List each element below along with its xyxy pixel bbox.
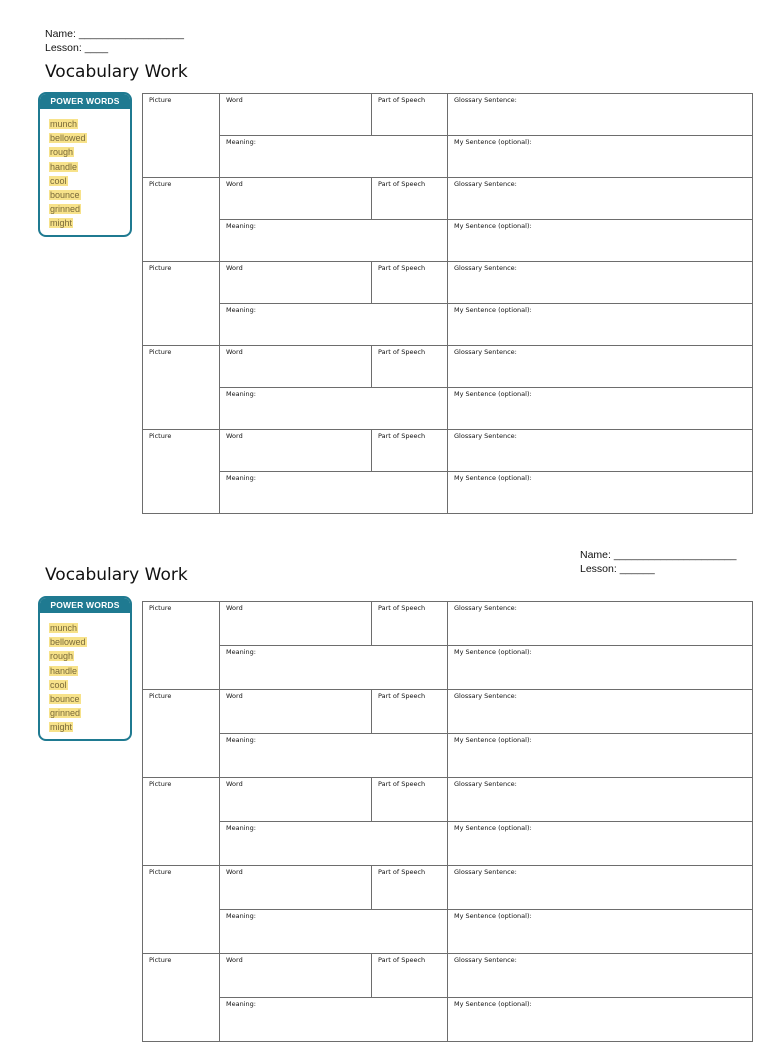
picture-cell[interactable]: Picture (143, 430, 220, 514)
vocab-entry-top-row (143, 178, 753, 220)
my-sentence-cell[interactable]: My Sentence (optional): (448, 220, 753, 262)
vocab-entry-top-row (143, 430, 753, 472)
vocab-entry-bottom-row (143, 998, 753, 1042)
meaning-cell[interactable]: Meaning: (220, 822, 448, 866)
meaning-cell[interactable]: Meaning: (220, 734, 448, 778)
meaning-cell[interactable]: Meaning: (220, 646, 448, 690)
word-cell[interactable]: Word (220, 778, 372, 822)
word-cell[interactable]: Word (220, 94, 372, 136)
picture-cell[interactable]: Picture (143, 346, 220, 430)
power-word: munch (50, 119, 78, 129)
power-words-heading: POWER WORDS (40, 94, 130, 109)
picture-cell[interactable]: Picture (143, 262, 220, 346)
vocab-entry-top-row (143, 94, 753, 136)
word-cell[interactable]: Word (220, 346, 372, 388)
part-of-speech-cell[interactable]: Part of Speech (372, 778, 448, 822)
power-words-list (40, 109, 130, 231)
vocab-entry-bottom-row (143, 734, 753, 778)
vocab-entry-bottom-row (143, 388, 753, 430)
lesson-field[interactable]: Lesson: ____ (45, 42, 109, 54)
part-of-speech-cell[interactable]: Part of Speech (372, 866, 448, 910)
part-of-speech-cell[interactable]: Part of Speech (372, 954, 448, 998)
power-words-heading: POWER WORDS (40, 598, 130, 613)
picture-cell[interactable]: Picture (143, 866, 220, 954)
power-word: cool (50, 175, 67, 186)
part-of-speech-cell[interactable]: Part of Speech (372, 94, 448, 136)
glossary-sentence-cell[interactable]: Glossary Sentence: (448, 778, 753, 822)
vocab-entry-top-row (143, 346, 753, 388)
vocab-entry-top-row (143, 690, 753, 734)
vocab-entry-top-row (143, 262, 753, 304)
part-of-speech-cell[interactable]: Part of Speech (372, 430, 448, 472)
word-cell[interactable]: Word (220, 954, 372, 998)
vocab-entry-bottom-row (143, 136, 753, 178)
my-sentence-cell[interactable]: My Sentence (optional): (448, 910, 753, 954)
my-sentence-cell[interactable]: My Sentence (optional): (448, 734, 753, 778)
power-word: cool (50, 679, 67, 690)
part-of-speech-cell[interactable]: Part of Speech (372, 178, 448, 220)
power-word: bounce (50, 190, 80, 201)
power-word: rough (50, 651, 74, 662)
glossary-sentence-cell[interactable]: Glossary Sentence: (448, 690, 753, 734)
part-of-speech-cell[interactable]: Part of Speech (372, 346, 448, 388)
power-word: bellowed (50, 133, 86, 144)
student-info (580, 548, 736, 576)
glossary-sentence-cell[interactable]: Glossary Sentence: (448, 262, 753, 304)
my-sentence-cell[interactable]: My Sentence (optional): (448, 304, 753, 346)
vocab-entry-bottom-row (143, 822, 753, 866)
power-word: might (50, 722, 73, 733)
power-word: grinned (50, 708, 81, 719)
power-word: grinned (50, 204, 81, 215)
glossary-sentence-cell[interactable]: Glossary Sentence: (448, 178, 753, 220)
power-word: rough (50, 147, 74, 158)
power-words-box (38, 92, 132, 237)
part-of-speech-cell[interactable]: Part of Speech (372, 262, 448, 304)
power-word: handle (50, 161, 78, 172)
glossary-sentence-cell[interactable]: Glossary Sentence: (448, 602, 753, 646)
word-cell[interactable]: Word (220, 602, 372, 646)
part-of-speech-cell[interactable]: Part of Speech (372, 602, 448, 646)
glossary-sentence-cell[interactable]: Glossary Sentence: (448, 954, 753, 998)
my-sentence-cell[interactable]: My Sentence (optional): (448, 388, 753, 430)
power-words-box (38, 596, 132, 741)
meaning-cell[interactable]: Meaning: (220, 388, 448, 430)
part-of-speech-cell[interactable]: Part of Speech (372, 690, 448, 734)
meaning-cell[interactable]: Meaning: (220, 220, 448, 262)
meaning-cell[interactable]: Meaning: (220, 998, 448, 1042)
picture-cell[interactable]: Picture (143, 94, 220, 178)
meaning-cell[interactable]: Meaning: (220, 304, 448, 346)
my-sentence-cell[interactable]: My Sentence (optional): (448, 646, 753, 690)
my-sentence-cell[interactable]: My Sentence (optional): (448, 822, 753, 866)
glossary-sentence-cell[interactable]: Glossary Sentence: (448, 866, 753, 910)
vocabulary-table (142, 601, 753, 1042)
picture-cell[interactable]: Picture (143, 690, 220, 778)
my-sentence-cell[interactable]: My Sentence (optional): (448, 472, 753, 514)
vocab-entry-bottom-row (143, 910, 753, 954)
lesson-field[interactable]: Lesson: ______ (580, 563, 655, 575)
power-words-list (40, 613, 130, 735)
vocab-entry-bottom-row (143, 304, 753, 346)
vocabulary-table (142, 93, 753, 514)
name-field[interactable]: Name: __________________ (45, 28, 184, 40)
name-field[interactable]: Name: _____________________ (580, 549, 737, 561)
word-cell[interactable]: Word (220, 178, 372, 220)
word-cell[interactable]: Word (220, 866, 372, 910)
vocab-entry-bottom-row (143, 220, 753, 262)
power-word: munch (50, 623, 78, 633)
vocab-entry-bottom-row (143, 472, 753, 514)
worksheet-2 (0, 540, 768, 1024)
student-info (45, 27, 184, 55)
my-sentence-cell[interactable]: My Sentence (optional): (448, 136, 753, 178)
glossary-sentence-cell[interactable]: Glossary Sentence: (448, 430, 753, 472)
vocab-entry-bottom-row (143, 646, 753, 690)
page-title: Vocabulary Work (45, 62, 188, 82)
glossary-sentence-cell[interactable]: Glossary Sentence: (448, 346, 753, 388)
page-title: Vocabulary Work (45, 565, 188, 585)
meaning-cell[interactable]: Meaning: (220, 910, 448, 954)
my-sentence-cell[interactable]: My Sentence (optional): (448, 998, 753, 1042)
picture-cell[interactable]: Picture (143, 178, 220, 262)
word-cell[interactable]: Word (220, 690, 372, 734)
vocab-entry-top-row (143, 954, 753, 998)
vocab-entry-top-row (143, 778, 753, 822)
picture-cell[interactable]: Picture (143, 954, 220, 1042)
meaning-cell[interactable]: Meaning: (220, 472, 448, 514)
glossary-sentence-cell[interactable]: Glossary Sentence: (448, 94, 753, 136)
power-word: bounce (50, 694, 80, 705)
meaning-cell[interactable]: Meaning: (220, 136, 448, 178)
vocab-entry-top-row (143, 866, 753, 910)
power-word: handle (50, 665, 78, 676)
picture-cell[interactable]: Picture (143, 602, 220, 690)
power-word: might (50, 218, 73, 229)
word-cell[interactable]: Word (220, 262, 372, 304)
vocab-entry-top-row (143, 602, 753, 646)
picture-cell[interactable]: Picture (143, 778, 220, 866)
word-cell[interactable]: Word (220, 430, 372, 472)
power-word: bellowed (50, 637, 86, 648)
